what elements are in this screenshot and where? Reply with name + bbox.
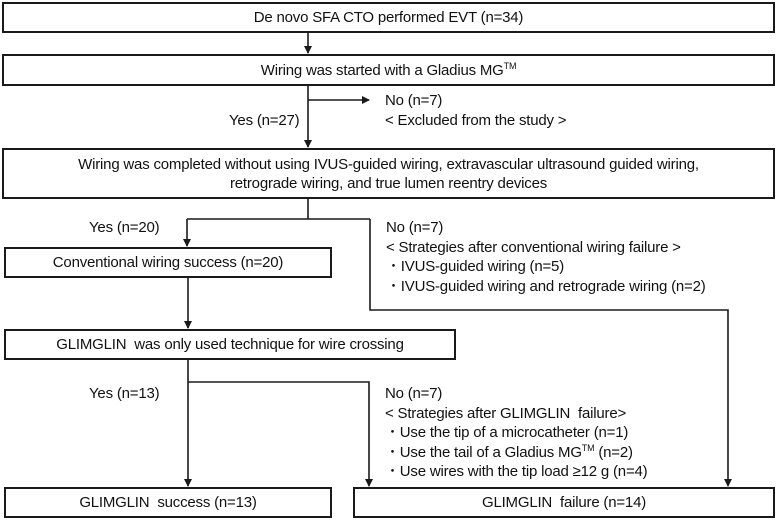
box-glimglin-failure	[353, 487, 775, 518]
note-glimglin-no	[385, 384, 647, 482]
label-glimglin-no: No (n=7)	[385, 385, 443, 402]
box-start	[2, 2, 775, 33]
box-completed-line1: Wiring was completed without using IVUS-guided wiring, extravascular ultrasound guided wiring,	[78, 155, 699, 173]
box-start-text: De novo SFA CTO performed EVT (n=34)	[253, 9, 524, 26]
item-microcatheter-tip: ・Use the tip of a microcatheter (n=1)	[385, 424, 629, 441]
label-glimglin-failure-title: < Strategies after GLIMGLIN failure>	[385, 404, 627, 422]
trademark-sup: TM	[503, 60, 517, 71]
box-conventional-success-text: Conventional wiring success (n=20)	[52, 254, 284, 271]
label-excluded: < Excluded from the study >	[385, 111, 567, 129]
label-gladius-yes: Yes (n=27)	[229, 112, 300, 129]
item-gladius-tail-count: (n=2)	[594, 443, 633, 461]
label-gladius-no: No (n=7)	[385, 92, 443, 109]
label-completed-yes: Yes (n=20)	[89, 219, 160, 236]
box-glimglin-success	[4, 487, 332, 518]
item-tip-load: ・Use wires with the tip load ≥12 g (n=4)	[385, 463, 648, 480]
box-glimglin-failure-text: GLIMGLIN failure (n=14)	[481, 494, 647, 511]
box-completed	[2, 148, 775, 199]
box-gladius	[2, 54, 775, 86]
label-completed-no: No (n=7)	[386, 219, 444, 236]
box-conventional-success	[4, 247, 332, 278]
item-ivus-retrograde: ・IVUS-guided wiring and retrograde wiring (n=2)	[386, 277, 706, 295]
box-glimglin-only-text: GLIMGLIN was only used technique for wire crossing	[56, 336, 404, 353]
item-ivus-guided: ・IVUS-guided wiring (n=5)	[386, 258, 564, 275]
box-gladius-text	[261, 61, 517, 80]
label-conventional-failure-title: < Strategies after conventional wiring failure >	[386, 238, 681, 256]
box-completed-line2: retrograde wiring, and true lumen reentry devices	[229, 174, 548, 192]
note-completed-no	[386, 218, 706, 296]
item-gladius-tail-label: ・Use the tail of a Gladius MG	[385, 443, 582, 461]
note-gladius-no	[385, 91, 566, 130]
trademark-sup: TM	[581, 442, 595, 453]
arrow-glimglin-no	[188, 382, 369, 486]
item-gladius-tail	[385, 443, 647, 463]
box-gladius-label: Wiring was started with a Gladius MG	[260, 61, 504, 79]
box-glimglin-success-text: GLIMGLIN success (n=13)	[79, 494, 257, 511]
box-glimglin-only	[4, 329, 456, 360]
label-glimglin-yes: Yes (n=13)	[89, 385, 160, 402]
